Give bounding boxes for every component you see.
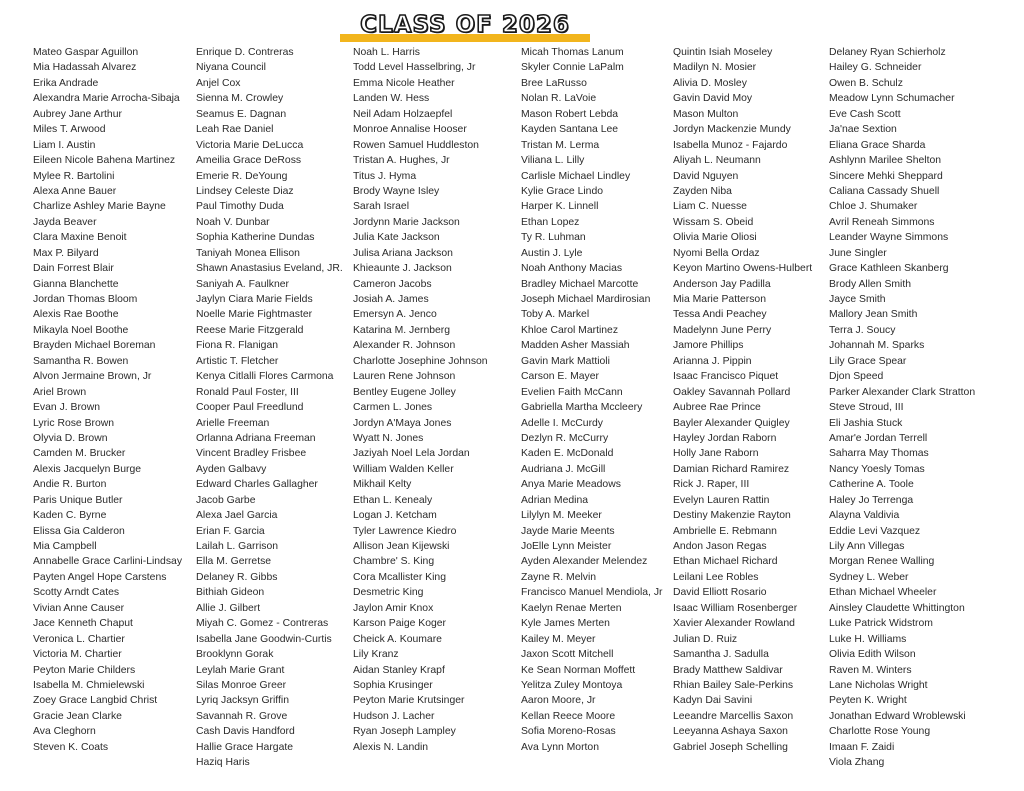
student-name: Cooper Paul Freedlund: [196, 402, 304, 414]
student-name: Julisa Ariana Jackson: [353, 247, 453, 259]
student-name: Haziq Haris: [196, 757, 250, 769]
student-name: Allie J. Gilbert: [196, 602, 261, 614]
student-name: Aubree Rae Prince: [673, 402, 761, 414]
student-name: Kayden Santana Lee: [521, 124, 619, 136]
student-name: June Singler: [829, 247, 887, 259]
student-name: Noah Anthony Macias: [521, 263, 623, 275]
student-name: Camden M. Brucker: [33, 448, 126, 460]
student-name: Eliana Grace Sharda: [829, 139, 926, 151]
student-name: Brady Matthew Saldivar: [673, 664, 783, 676]
student-name: Sincere Mehki Sheppard: [829, 170, 943, 182]
student-name: Clara Maxine Benoit: [33, 232, 127, 244]
student-name: Jonathan Edward Wroblewski: [829, 710, 966, 722]
name-column-1: [33, 45, 182, 755]
student-name: Logan J. Ketcham: [353, 510, 437, 522]
student-name: Alexis N. Landin: [353, 741, 429, 753]
student-name: Cora Mcallister King: [353, 571, 446, 583]
student-name: Victoria Marie DeLucca: [196, 139, 304, 151]
student-name: Sydney L. Weber: [829, 571, 909, 583]
student-name: Landen W. Hess: [353, 93, 430, 105]
student-name: Miles T. Arwood: [33, 124, 106, 136]
student-name: Alivia D. Mosley: [673, 77, 747, 89]
student-name: Lyriq Jacksyn Griffin: [196, 695, 289, 707]
student-name: Neil Adam Holzaepfel: [353, 108, 453, 120]
student-name: Peyton Marie Childers: [33, 664, 136, 676]
student-name: Micah Thomas Lanum: [521, 47, 624, 58]
student-name: Carson E. Mayer: [521, 371, 599, 383]
student-name: Hailey G. Schneider: [829, 62, 922, 74]
student-name: Brayden Michael Boreman: [33, 340, 156, 352]
student-name: Karson Paige Koger: [353, 618, 446, 630]
student-name: Arianna J. Pippin: [673, 355, 752, 367]
student-name: Isabella M. Chmielewski: [33, 679, 145, 691]
student-name: Todd Level Hasselbring, Jr: [353, 62, 476, 74]
student-name: Sophia Krusinger: [353, 679, 433, 691]
student-name: Jaziyah Noel Lela Jordan: [353, 448, 470, 460]
student-name: Anya Marie Meadows: [521, 479, 621, 491]
student-name: Hallie Grace Hargate: [196, 741, 294, 753]
name-column-6: [829, 45, 975, 771]
student-name: Kadyn Dai Savini: [673, 695, 753, 707]
student-name: Lauren Rene Johnson: [353, 371, 456, 383]
student-name: Austin J. Lyle: [521, 247, 583, 259]
student-name: Leander Wayne Simmons: [829, 232, 949, 244]
student-name: Isaac William Rosenberger: [673, 602, 798, 614]
student-name: Miyah C. Gomez - Contreras: [196, 618, 329, 630]
student-name: Harper K. Linnell: [521, 201, 599, 213]
student-name: Mia Marie Patterson: [673, 294, 766, 305]
student-name: Delaney R. Gibbs: [196, 571, 278, 583]
student-name: Kaden C. Byrne: [33, 510, 107, 522]
student-name: Francisco Manuel Mendiola, Jr: [521, 587, 663, 599]
student-name: Artistic T. Fletcher: [196, 355, 279, 367]
student-name: Terra J. Soucy: [829, 324, 896, 336]
student-name: Aubrey Jane Arthur: [33, 108, 122, 120]
student-name: Nyomi Bella Ordaz: [673, 247, 760, 259]
student-name: David Elliott Rosario: [673, 587, 767, 599]
student-name: Ambrielle E. Rebmann: [673, 525, 777, 537]
student-name: Jamore Phillips: [673, 340, 744, 352]
student-name: Alexander R. Johnson: [353, 340, 456, 352]
student-name: Eileen Nicole Bahena Martinez: [33, 155, 176, 167]
student-name: Skyler Connie LaPalm: [521, 62, 624, 74]
student-name: Luke Patrick Widstrom: [829, 618, 933, 630]
student-name: Ja'nae Sextion: [829, 124, 897, 136]
student-name: Delaney Ryan Schierholz: [829, 47, 946, 58]
student-name: Djon Speed: [829, 371, 884, 383]
name-column-5: [673, 45, 812, 755]
student-name: Niyana Council: [196, 62, 266, 74]
student-name: Olivia Marie Oliosi: [673, 232, 757, 244]
name-column-4: [521, 45, 663, 755]
student-name: Madden Asher Massiah: [521, 340, 630, 352]
student-name: Grace Kathleen Skanberg: [829, 263, 949, 275]
student-name: Saniyah A. Faulkner: [196, 278, 289, 290]
student-name: Alexandra Marie Arrocha-Sibaja: [33, 93, 180, 105]
student-name: Wissam S. Obeid: [673, 216, 754, 228]
student-name: Savannah R. Grove: [196, 710, 288, 722]
student-name: Rhian Bailey Sale-Perkins: [673, 679, 794, 691]
student-name: Hudson J. Lacher: [353, 710, 435, 722]
student-name: Ainsley Claudette Whittington: [829, 602, 965, 614]
student-name: Mia Campbell: [33, 541, 97, 552]
student-name: Emma Nicole Heather: [353, 77, 455, 89]
student-name: Alayna Valdivia: [829, 510, 900, 522]
student-name: Ashlynn Marilee Shelton: [829, 155, 942, 167]
student-name: Khieaunte J. Jackson: [353, 263, 452, 275]
student-name: Mylee R. Bartolini: [33, 170, 115, 182]
student-name: Gabriella Martha Mccleery: [521, 402, 643, 414]
student-name: Bentley Eugene Jolley: [353, 386, 456, 398]
student-name: Charlize Ashley Marie Bayne: [33, 201, 166, 213]
student-name: Cash Davis Handford: [196, 726, 295, 738]
student-name: Monroe Annalise Hooser: [353, 124, 467, 136]
student-name: Tyler Lawrence Kiedro: [353, 525, 457, 537]
student-name: Elissa Gia Calderon: [33, 525, 125, 537]
student-name: Kellan Reece Moore: [521, 710, 616, 722]
student-name: Samantha J. Sadulla: [673, 649, 769, 661]
student-name: Ayden Galbavy: [196, 463, 267, 475]
student-name: Isabella Munoz - Fajardo: [673, 139, 788, 151]
student-name: Imaan F. Zaidi: [829, 741, 895, 753]
student-name: Anderson Jay Padilla: [673, 278, 771, 290]
student-name: Eli Jashia Stuck: [829, 417, 903, 429]
student-name: Ella M. Gerretse: [196, 556, 272, 568]
student-name: Leeyanna Ashaya Saxon: [673, 726, 788, 738]
student-name: JoElle Lynn Meister: [521, 541, 612, 552]
student-name: Payten Angel Hope Carstens: [33, 571, 167, 583]
student-name: Desmetric King: [353, 587, 424, 599]
student-name: Scotty Arndt Cates: [33, 587, 120, 599]
student-name: Max P. Bilyard: [33, 247, 99, 259]
student-name: Noah V. Dunbar: [196, 216, 270, 228]
student-name: Olivia Edith Wilson: [829, 649, 916, 661]
student-name: Brody Wayne Isley: [353, 185, 440, 197]
student-name: Ameilia Grace DeRoss: [196, 155, 302, 167]
student-name: Bayler Alexander Quigley: [673, 417, 790, 429]
student-name: Jordan Thomas Bloom: [33, 294, 138, 305]
student-name: Ava Lynn Morton: [521, 741, 599, 753]
student-name: Joseph Michael Mardirosian: [521, 294, 651, 305]
student-name: Gracie Jean Clarke: [33, 710, 122, 722]
student-name: Erika Andrade: [33, 77, 99, 89]
student-name: Wyatt N. Jones: [353, 432, 424, 444]
student-name: Sienna M. Crowley: [196, 93, 284, 105]
student-name: Madilyn N. Mosier: [673, 62, 757, 74]
student-name: Isaac Francisco Piquet: [673, 371, 779, 383]
student-name: Bree LaRusso: [521, 77, 587, 89]
student-name: Mikhail Kelty: [353, 479, 412, 491]
student-name: Adelle I. McCurdy: [521, 417, 603, 429]
student-name: Xavier Alexander Rowland: [673, 618, 795, 630]
student-name: Mia Hadassah Alvarez: [33, 62, 137, 74]
student-name: Luke H. Williams: [829, 633, 907, 645]
student-name: Bithiah Gideon: [196, 587, 265, 599]
student-name: Emersyn A. Jenco: [353, 309, 437, 321]
student-name: Alvon Jermaine Brown, Jr: [33, 371, 152, 383]
student-name: Audriana J. McGill: [521, 463, 606, 475]
student-name: Isabella Jane Goodwin-Curtis: [196, 633, 332, 645]
student-name: Bradley Michael Marcotte: [521, 278, 639, 290]
student-name: Mason Multon: [673, 108, 739, 120]
student-name: Aliyah L. Neumann: [673, 155, 761, 167]
student-name: Toby A. Markel: [521, 309, 590, 321]
student-name: Sofia Moreno-Rosas: [521, 726, 616, 738]
student-name: Sarah Israel: [353, 201, 410, 213]
student-name: Tristan A. Hughes, Jr: [353, 155, 450, 167]
student-name: Leilani Lee Robles: [673, 571, 759, 583]
student-name: Alexa Jael Garcia: [196, 510, 278, 522]
student-name: Yelitza Zuley Montoya: [521, 679, 623, 691]
student-name: Owen B. Schulz: [829, 77, 903, 89]
student-name: Erian F. Garcia: [196, 525, 265, 537]
student-name: Enrique D. Contreras: [196, 47, 294, 58]
student-name: Parker Alexander Clark Stratton: [829, 386, 976, 398]
student-name: Seamus E. Dagnan: [196, 108, 287, 120]
student-name: Kailey M. Meyer: [521, 633, 596, 645]
student-name: Fiona R. Flanigan: [196, 340, 279, 352]
student-name: Peyton Marie Krutsinger: [353, 695, 465, 707]
student-name: Dain Forrest Blair: [33, 263, 114, 275]
student-name: Kylie Grace Lindo: [521, 185, 604, 197]
student-name: Tessa Andi Peachey: [673, 309, 767, 321]
student-name: Evelyn Lauren Rattin: [673, 494, 770, 506]
student-name: Andie R. Burton: [33, 479, 107, 491]
student-name: Jaxon Scott Mitchell: [521, 649, 614, 661]
student-name: Lily Grace Spear: [829, 355, 907, 367]
student-name: Paul Timothy Duda: [196, 201, 284, 213]
student-name: Hayley Jordan Raborn: [673, 432, 777, 444]
student-name: Mateo Gaspar Aguillon: [33, 47, 139, 58]
student-name: Chloe J. Shumaker: [829, 201, 918, 213]
student-name: Zayne R. Melvin: [521, 571, 597, 583]
student-name: Jace Kenneth Chaput: [33, 618, 133, 630]
student-name: Jacob Garbe: [196, 494, 256, 506]
student-name: Ethan Lopez: [521, 216, 580, 228]
student-name: Allison Jean Kijewski: [353, 541, 450, 552]
student-name: Jordyn A'Maya Jones: [353, 417, 452, 429]
student-name: Annabelle Grace Carlini-Lindsay: [33, 556, 183, 568]
student-name: Tristan M. Lerma: [521, 139, 600, 151]
student-name: Zoey Grace Langbid Christ: [33, 695, 158, 707]
student-name: Rowen Samuel Huddleston: [353, 139, 479, 151]
student-name: Vincent Bradley Frisbee: [196, 448, 307, 460]
student-name: Mason Robert Lebda: [521, 108, 619, 120]
student-name: Haley Jo Terrenga: [829, 494, 914, 506]
student-name: Arielle Freeman: [196, 417, 270, 429]
student-name: Madelynn June Perry: [673, 324, 772, 336]
student-name: Reese Marie Fitzgerald: [196, 324, 304, 336]
student-name: Evelien Faith McCann: [521, 386, 623, 398]
student-name: Lilylyn M. Meeker: [521, 510, 602, 522]
student-name: Steven K. Coats: [33, 741, 109, 753]
student-name: Nancy Yoesly Tomas: [829, 463, 925, 475]
student-name: Anjel Cox: [196, 77, 241, 89]
student-name: Jordyn Mackenzie Mundy: [673, 124, 791, 136]
student-name: Oakley Savannah Pollard: [673, 386, 791, 398]
student-name: Ryan Joseph Lampley: [353, 726, 456, 738]
student-name: Titus J. Hyma: [353, 170, 417, 182]
student-name: Paris Unique Butler: [33, 494, 123, 506]
student-name: Damian Richard Ramirez: [673, 463, 790, 475]
student-name: Noelle Marie Fightmaster: [196, 309, 313, 321]
student-name: Andon Jason Regas: [673, 541, 767, 552]
student-name: Brooklynn Gorak: [196, 649, 274, 661]
student-name: Holly Jane Raborn: [673, 448, 759, 460]
student-name: Rick J. Raper, III: [673, 479, 750, 491]
student-name: Liam I. Austin: [33, 139, 96, 151]
student-name: Kaelyn Renae Merten: [521, 602, 622, 614]
student-name: Raven M. Winters: [829, 664, 912, 676]
student-name: Eddie Levi Vazquez: [829, 525, 921, 537]
student-name: Josiah A. James: [353, 294, 429, 305]
student-name: Khloe Carol Martinez: [521, 324, 619, 336]
student-name: Zayden Niba: [673, 185, 732, 197]
student-name: Jaylyn Ciara Marie Fields: [196, 294, 313, 305]
student-name: Lailah L. Garrison: [196, 541, 279, 552]
student-name: Carmen L. Jones: [353, 402, 433, 414]
student-name: Charlotte Josephine Johnson: [353, 355, 488, 367]
student-name: Saharra May Thomas: [829, 448, 929, 460]
student-name: Alexis Rae Boothe: [33, 309, 119, 321]
student-name: Jordynn Marie Jackson: [353, 216, 460, 228]
student-name: Catherine A. Toole: [829, 479, 914, 491]
student-name: Silas Monroe Greer: [196, 679, 287, 691]
student-name: Cheick A. Koumare: [353, 633, 442, 645]
student-name: Ava Cleghorn: [33, 726, 96, 738]
student-name: Veronica L. Chartier: [33, 633, 125, 645]
student-name: Taniyah Monea Ellison: [196, 247, 300, 259]
student-name: Ethan Michael Richard: [673, 556, 778, 568]
page-title: CLASS OF 2026: [360, 12, 570, 38]
student-name: Lindsey Celeste Diaz: [196, 185, 294, 197]
student-name: William Walden Keller: [353, 463, 454, 475]
student-name: Vivian Anne Causer: [33, 602, 125, 614]
student-name: Olyvia D. Brown: [33, 432, 108, 444]
student-name: Lily Kranz: [353, 649, 399, 661]
student-name: Lyric Rose Brown: [33, 417, 115, 429]
student-name: Emerie R. DeYoung: [196, 170, 288, 182]
student-name: Cameron Jacobs: [353, 278, 432, 290]
student-name: Victoria M. Chartier: [33, 649, 122, 661]
student-name: Aaron Moore, Jr: [521, 695, 596, 707]
student-name: Lily Ann Villegas: [829, 541, 905, 552]
student-name: Quintin Isiah Moseley: [673, 47, 773, 58]
student-name: David Nguyen: [673, 170, 739, 182]
student-name: Adrian Medina: [521, 494, 589, 506]
student-name: Peyten K. Wright: [829, 695, 907, 707]
student-name: Meadow Lynn Schumacher: [829, 93, 955, 105]
student-name: Lane Nicholas Wright: [829, 679, 928, 691]
student-name: Jaylon Amir Knox: [353, 602, 434, 614]
student-name: Leylah Marie Grant: [196, 664, 285, 676]
student-name: Liam C. Nuesse: [673, 201, 747, 213]
student-name: Jayce Smith: [829, 294, 886, 305]
student-name: Gavin David Moy: [673, 93, 753, 105]
student-name: Ayden Alexander Melendez: [521, 556, 648, 568]
student-name: Ethan L. Kenealy: [353, 494, 433, 506]
student-name: Carlisle Michael Lindley: [521, 170, 631, 182]
student-name: Jayde Marie Meents: [521, 525, 615, 537]
student-name: Katarina M. Jernberg: [353, 324, 451, 336]
student-name: Ariel Brown: [33, 386, 87, 398]
student-name: Noah L. Harris: [353, 47, 420, 58]
student-name: Ke Sean Norman Moffett: [521, 664, 636, 676]
student-name: Samantha R. Bowen: [33, 355, 129, 367]
name-column-2: [196, 45, 343, 771]
student-name: Mallory Jean Smith: [829, 309, 918, 321]
student-name: Kaden E. McDonald: [521, 448, 614, 460]
student-name: Leah Rae Daniel: [196, 124, 274, 136]
student-name: Kenya Citlalli Flores Carmona: [196, 371, 334, 383]
student-name: Mikayla Noel Boothe: [33, 324, 129, 336]
student-name: Jayda Beaver: [33, 216, 97, 228]
student-name: Ronald Paul Foster, III: [196, 386, 299, 398]
student-name: Julia Kate Jackson: [353, 232, 440, 244]
student-name: Gabriel Joseph Schelling: [673, 741, 788, 753]
student-name: Brody Allen Smith: [829, 278, 912, 290]
student-name: Kyle James Merten: [521, 618, 610, 630]
student-name: Aidan Stanley Krapf: [353, 664, 445, 676]
student-name: Viliana L. Lilly: [521, 155, 585, 167]
student-name: Gianna Blanchette: [33, 278, 119, 290]
student-name: Alexis Jacquelyn Burge: [33, 463, 142, 475]
student-name: Morgan Renee Walling: [829, 556, 935, 568]
student-name: Leeandre Marcellis Saxon: [673, 710, 794, 722]
student-name: Eve Cash Scott: [829, 108, 901, 120]
student-name: Avril Reneah Simmons: [829, 216, 935, 228]
student-name: Viola Zhang: [829, 757, 885, 769]
student-name: Alexa Anne Bauer: [33, 185, 117, 197]
student-name: Edward Charles Gallagher: [196, 479, 318, 491]
student-name: Evan J. Brown: [33, 402, 100, 414]
student-name: Johannah M. Sparks: [829, 340, 925, 352]
student-name: Julian D. Ruiz: [673, 633, 738, 645]
student-name: Steve Stroud, III: [829, 402, 904, 414]
student-name: Nolan R. LaVoie: [521, 93, 597, 105]
student-name: Orlanna Adriana Freeman: [196, 432, 316, 444]
student-name: Charlotte Rose Young: [829, 726, 931, 738]
student-name: Ethan Michael Wheeler: [829, 587, 937, 599]
student-name: Sophia Katherine Dundas: [196, 232, 315, 244]
student-name: Destiny Makenzie Rayton: [673, 510, 791, 522]
student-name: Gavin Mark Mattioli: [521, 355, 610, 367]
student-name: Amar'e Jordan Terrell: [829, 432, 928, 444]
student-name: Chambre' S. King: [353, 556, 435, 568]
student-name: Caliana Cassady Shuell: [829, 185, 940, 197]
student-name: Dezlyn R. McCurry: [521, 432, 609, 444]
name-column-3: [353, 45, 488, 755]
student-name: Keyon Martino Owens-Hulbert: [673, 263, 813, 275]
student-name: Ty R. Luhman: [521, 232, 586, 244]
student-name: Shawn Anastasius Eveland, JR.: [196, 263, 343, 275]
